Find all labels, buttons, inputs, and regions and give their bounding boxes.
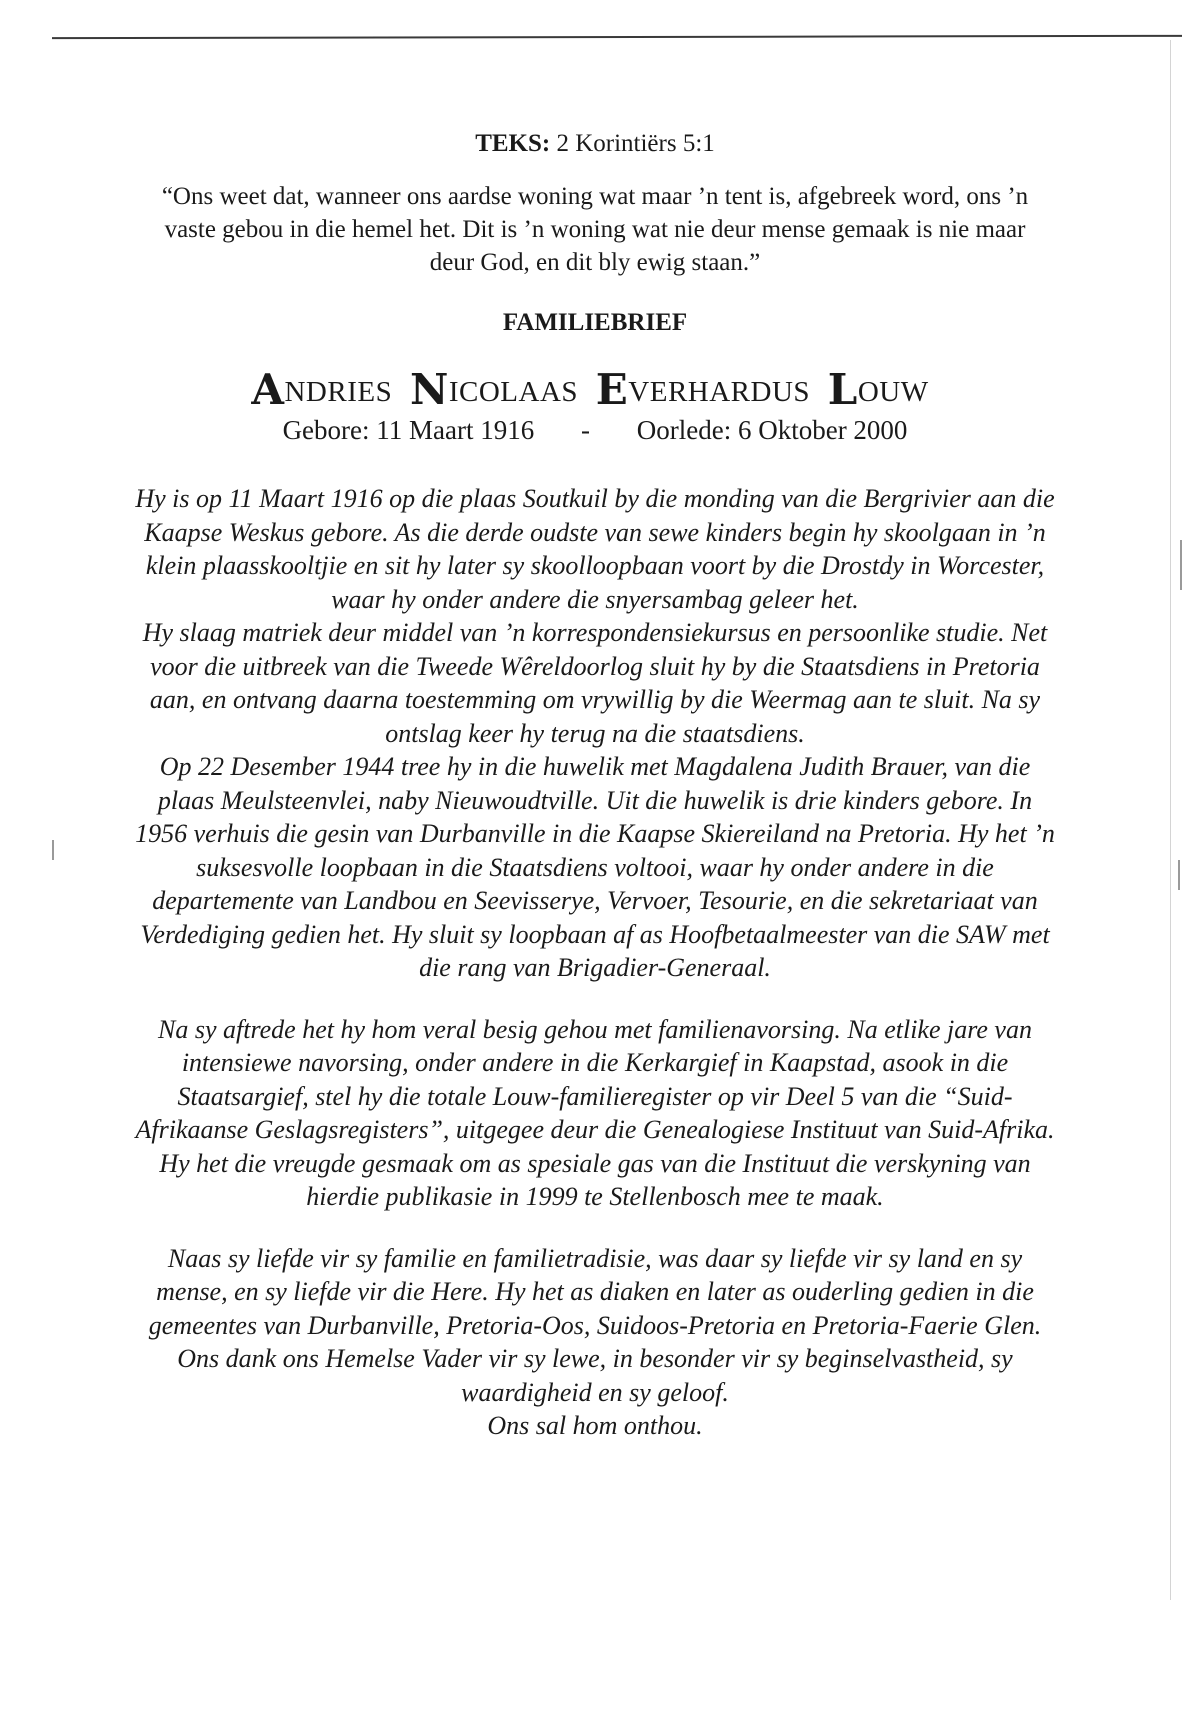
closing-line: Ons sal hom onthou. bbox=[487, 1411, 703, 1440]
name-part-second bbox=[409, 365, 579, 414]
page-right-edge bbox=[1170, 40, 1171, 1600]
name-rest: VERHARDUS bbox=[628, 376, 811, 408]
name-initial: N bbox=[409, 365, 449, 414]
memorial-page bbox=[110, 130, 1080, 1443]
name-part-third bbox=[595, 365, 811, 414]
date-separator: - bbox=[581, 415, 590, 445]
biography-paragraph-1 bbox=[130, 482, 1060, 985]
biography-text: Hy is op 11 Maart 1916 op die plaas Soutkuil by die monding van die Bergrivier aan die Kaapse Weskus gebore. As die derde oudste van sewe kinders begin hy skoolgaan in ’n klein plaasskooltjie en sit hy later sy skoolloopbaan voort by die Drostdy in Worcester, waar hy onder andere die snyersambag geleer het. bbox=[135, 484, 1055, 614]
scan-speck bbox=[1178, 860, 1180, 890]
scan-speck bbox=[1180, 540, 1182, 590]
name-initial: L bbox=[827, 365, 858, 414]
name-initial: E bbox=[595, 365, 629, 414]
biography-text: Naas sy liefde vir sy familie en familietradisie, was daar sy liefde vir sy land en sy mense, en sy liefde vir die Here. Hy het as diaken en later as ouderling gedien in die gemeentes van Durbanville, Pretoria-Oos, Suidoos-Pretoria en Pretoria-Faerie Glen. Ons dank ons Hemelse Vader vir sy lewe, in besonder vir sy beginselvastheid, sy waardigheid en sy geloof. bbox=[148, 1243, 1042, 1407]
section-heading: FAMILIEBRIEF bbox=[502, 309, 688, 336]
life-dates bbox=[110, 415, 1080, 446]
scripture-quote: “Ons weet dat, wanneer ons aardse woning wat maar ’n tent is, afgebreek word, ons ’n vaste gebou in die hemel het. Dit is ’n woning wat nie deur mense gemaak is nie maar deur God, en dit bly ewig staan.” bbox=[161, 183, 1029, 276]
biography-paragraph-3 bbox=[130, 1242, 1060, 1443]
biography-text: Op 22 Desember 1944 tree hy in die huwelik met Magdalena Judith Brauer, van die plaas Meulsteenvlei, naby Nieuwoudtville. Uit die huwelik is drie kinders gebore. In 1956 verhuis die gesin van Durbanville in die Kaapse Skiereiland na Pretoria. Hy het ’n suksesvolle loopbaan in die Staatsdiens voltooi, waar hy onder andere in die departemente van Landbou en Seevisserye, Vervoer, Tesourie, en die sekretariaat van Verdediging gedien het. Hy sluit sy loopbaan af as Hoofbetaalmeester van die SAW met die rang van Brigadier-Generaal. bbox=[135, 752, 1055, 982]
death-date: Oorlede: 6 Oktober 2000 bbox=[636, 415, 908, 445]
name-rest: NDRIES bbox=[284, 376, 393, 408]
name-rest: OUW bbox=[857, 376, 929, 408]
name-part-first bbox=[251, 365, 393, 414]
scan-speck bbox=[52, 840, 54, 860]
biography-text: Hy slaag matriek deur middel van ’n korrespondensiekursus en persoonlike studie. Net voor die uitbreek van die Tweede Wêreldoorlog sluit hy by die Staatsdiens in Pretoria aan, en ontvang daarna toestemming om vrywillig by die Weermag aan te sluit. Na sy ontslag keer hy terug na die staatsdiens. bbox=[142, 618, 1048, 748]
name-rest: ICOLAAS bbox=[448, 376, 579, 408]
biography-paragraph-2 bbox=[130, 1013, 1060, 1214]
biography-text: Na sy aftrede het hy hom veral besig gehou met familienavorsing. Na etlike jare van intensiewe navorsing, onder andere in die Kerkargief in Kaapstad, asook in die Staatsargief, stel hy die totale Louw-familieregister op vir Deel 5 van die “Suid-Afrikaanse Geslagsregisters”, uitgegee deur die Genealogiese Instituut van Suid-Afrika. Hy het die vreugde gesmaak om as spesiale gas van die Instituut die verskyning van hierdie publikasie in 1999 te Stellenbosch mee te maak. bbox=[135, 1014, 1055, 1211]
teks-line bbox=[110, 130, 1080, 158]
teks-label: TEKS: bbox=[475, 130, 551, 157]
deceased-name bbox=[110, 365, 1080, 414]
name-part-surname bbox=[827, 365, 929, 414]
teks-reference: 2 Korintiërs 5:1 bbox=[556, 130, 715, 157]
name-initial: A bbox=[251, 365, 285, 414]
birth-date: Gebore: 11 Maart 1916 bbox=[282, 415, 535, 445]
page-top-edge bbox=[52, 35, 1182, 39]
